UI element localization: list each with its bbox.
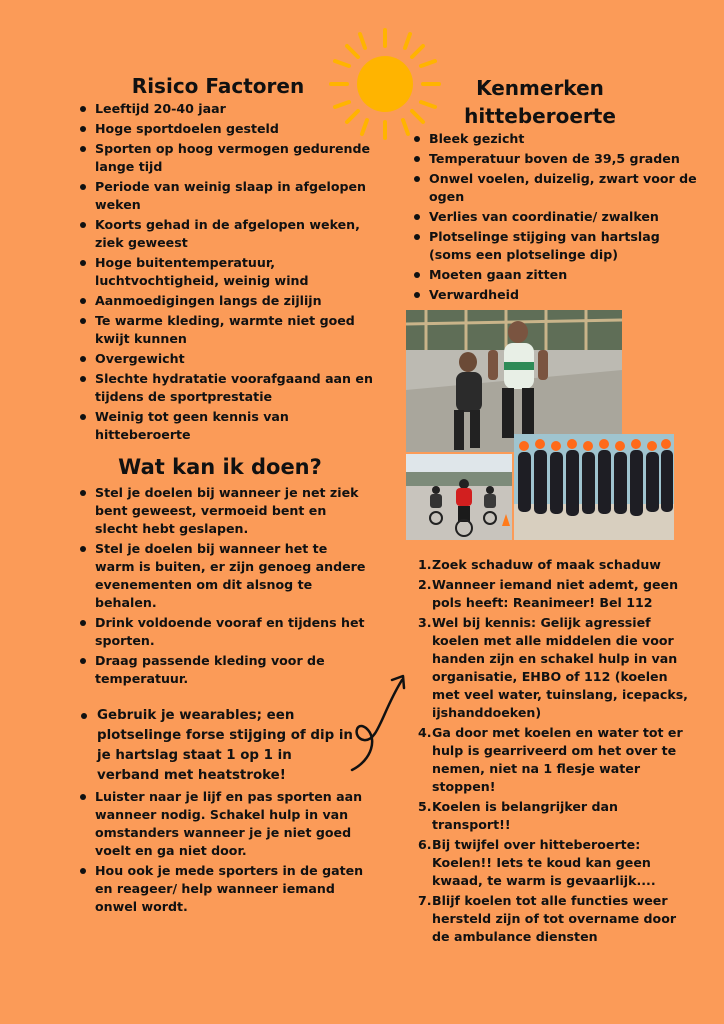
list-item: Drink voldoende vooraf en tijdens het sporten. (78, 614, 368, 650)
list-item (418, 724, 688, 796)
step-text: Zoek schaduw of maak schaduw (432, 557, 661, 572)
list-item: Periode van weinig slaap in afgelopen weken (78, 178, 378, 214)
step-text: Blijf koelen tot alle functies weer hersteld zijn of tot overname door de ambulance diensten (432, 893, 677, 944)
list-item: Verwardheid (412, 286, 702, 304)
step-number: 4. (418, 725, 432, 740)
list-item: Bleek gezicht (412, 130, 702, 148)
list-item: Aanmoedigingen langs de zijlijn (78, 292, 378, 310)
risk-list (78, 100, 378, 446)
list-item (418, 556, 688, 574)
steps-list (418, 556, 688, 948)
list-item: Leeftijd 20-40 jaar (78, 100, 378, 118)
list-item: Weinig tot geen kennis van hitteberoerte (78, 408, 378, 444)
list-item: Te warme kleding, warmte niet goed kwijt kunnen (78, 312, 378, 348)
list-item: Overgewicht (78, 350, 378, 368)
list-item: Hoge buitentemperatuur, luchtvochtigheid, weinig wind (78, 254, 378, 290)
step-number: 3. (418, 615, 432, 630)
photo-cyclists (406, 454, 512, 540)
symptoms-title (440, 74, 640, 130)
step-number: 1. (418, 557, 432, 572)
step-text: Koelen is belangrijker dan transport!! (432, 799, 618, 832)
list-item: Plotselinge stijging van hartslag (soms een plotselinge dip) (412, 228, 702, 264)
list-item (418, 836, 688, 890)
list-item: Koorts gehad in de afgelopen weken, ziek geweest (78, 216, 378, 252)
risk-title: Risico Factoren (131, 74, 305, 98)
step-number: 7. (418, 893, 432, 908)
list-item: Temperatuur boven de 39,5 graden (412, 150, 702, 168)
todo-title: Wat kan ik doen? (118, 455, 322, 479)
wearables-tip (78, 706, 358, 786)
curly-arrow-icon (348, 668, 412, 774)
list-item: Sporten op hoog vermogen gedurende lange tijd (78, 140, 378, 176)
todo-list-top (78, 484, 368, 690)
step-text: Wel bij kennis: Gelijk agressief koelen met alle middelen die voor handen zijn en schakel hulp in van organisatie, EHBO of 112 (koelen met veel water, tuinslang, icepacks, ijshanddoeken) (432, 615, 688, 720)
list-item: Verlies van coordinatie/ zwalken (412, 208, 702, 226)
step-number: 6. (418, 837, 432, 852)
list-item: Onwel voelen, duizelig, zwart voor de ogen (412, 170, 702, 206)
list-item: Stel je doelen bij wanneer je net ziek bent geweest, vermoeid bent en slecht hebt geslapen. (78, 484, 368, 538)
symptoms-title-line2: hitteberoerte (464, 104, 616, 128)
list-item: Moeten gaan zitten (412, 266, 702, 284)
list-item (418, 892, 688, 946)
step-text: Bij twijfel over hitteberoerte: Koelen!! Iets te koud kan geen kwaad, te warm is gevaarlijk.... (432, 837, 656, 888)
step-text: Wanneer iemand niet ademt, geen pols heeft: Reanimeer! Bel 112 (432, 577, 679, 610)
list-item: Draag passende kleding voor de temperatuur. (78, 652, 368, 688)
list-item: Hoge sportdoelen gesteld (78, 120, 378, 138)
photo-runners (406, 310, 622, 452)
symptoms-title-line1: Kenmerken (476, 76, 604, 100)
list-item (418, 614, 688, 722)
step-number: 2. (418, 577, 432, 592)
list-item: Hou ook je mede sporters in de gaten en reageer/ help wanneer iemand onwel wordt. (78, 862, 368, 916)
todo-list-bottom (78, 788, 368, 918)
symptoms-list (412, 130, 702, 306)
photo-swimmers (514, 434, 674, 540)
list-item (418, 798, 688, 834)
list-item: Luister naar je lijf en pas sporten aan wanneer nodig. Schakel hulp in van omstanders wanneer je je niet goed voelt en ga niet door. (78, 788, 368, 860)
list-item: Stel je doelen bij wanneer het te warm is buiten, er zijn genoeg andere evenementen om dit alsnog te behalen. (78, 540, 368, 612)
bullet-dot (81, 713, 87, 719)
list-item (418, 576, 688, 612)
step-number: 5. (418, 799, 432, 814)
wearables-text: Gebruik je wearables; een plotselinge forse stijging of dip in je hartslag staat 1 op 1 in verband met heatstroke! (97, 708, 353, 783)
list-item: Slechte hydratatie voorafgaand aan en tijdens de sportprestatie (78, 370, 378, 406)
step-text: Ga door met koelen en water tot er hulp is gearriveerd om het over te nemen, niet na 1 flesje water stoppen! (432, 725, 683, 794)
